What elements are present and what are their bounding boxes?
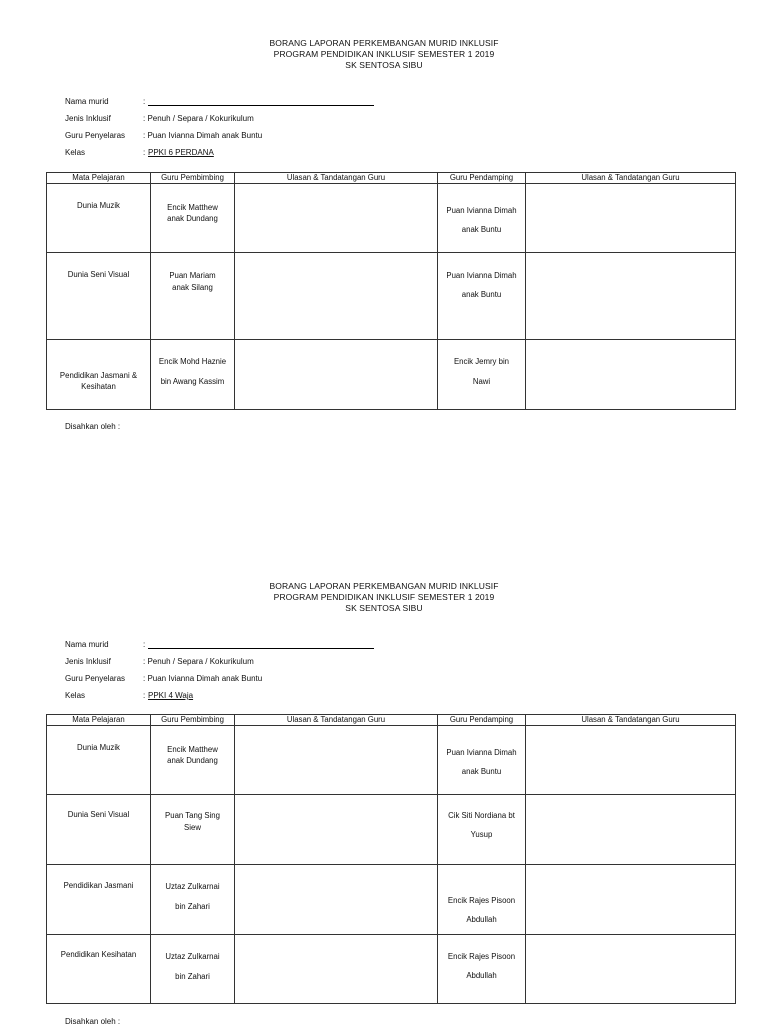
header-title: BORANG LAPORAN PERKEMBANGAN MURID INKLUSIF (269, 581, 499, 591)
ulasan-cell[interactable] (526, 726, 736, 795)
col-mata-pelajaran: Mata Pelajaran (47, 173, 151, 184)
table-header-row (47, 715, 736, 726)
kelas-value: PPKI 4 Waja (148, 691, 194, 700)
pembimbing-cell: Puan Mariam anak Silang (151, 253, 235, 340)
col-guru-pendamping: Guru Pendamping (438, 173, 526, 184)
ulasan-cell[interactable] (235, 184, 438, 253)
col-guru-pembimbing: Guru Pembimbing (151, 715, 235, 726)
pembimbing-cell: Uztaz Zulkarnai bin Zahari (151, 935, 235, 1004)
pendamping-cell: Puan Ivianna Dimah anak Buntu (438, 253, 526, 340)
guru-value: : Puan Ivianna Dimah anak Buntu (143, 131, 263, 140)
nama-blank-line[interactable] (148, 648, 374, 649)
header-title: BORANG LAPORAN PERKEMBANGAN MURID INKLUSIF (269, 38, 499, 48)
pendamping-cell: Encik Jemry bin Nawi (438, 340, 526, 410)
table-row (47, 865, 736, 935)
guru-label: Guru Penyelaras (65, 131, 126, 140)
col-ulasan-2: Ulasan & Tandatangan Guru (526, 715, 736, 726)
ulasan-cell[interactable] (526, 935, 736, 1004)
subject-cell: Pendidikan Kesihatan (47, 935, 151, 1004)
table-row (47, 253, 736, 340)
pendamping-cell: Puan Ivianna Dimah anak Buntu (438, 726, 526, 795)
pendamping-cell: Encik Rajes Pisoon Abdullah (438, 865, 526, 935)
pendamping-cell: Cik Siti Nordiana bt Yusup (438, 795, 526, 865)
form-header (0, 581, 768, 614)
header-school: SK SENTOSA SIBU (345, 60, 423, 70)
pendamping-cell: Encik Rajes Pisoon Abdullah (438, 935, 526, 1004)
table-row (47, 726, 736, 795)
col-guru-pendamping: Guru Pendamping (438, 715, 526, 726)
ulasan-cell[interactable] (526, 865, 736, 935)
guru-label: Guru Penyelaras (65, 674, 126, 683)
pembimbing-cell: Encik Mohd Haznie bin Awang Kassim (151, 340, 235, 410)
nama-label: Nama murid (65, 640, 109, 649)
ulasan-cell[interactable] (526, 795, 736, 865)
jenis-label: Jenis Inklusif (65, 114, 111, 123)
kelas-value: PPKI 6 PERDANA (148, 148, 214, 157)
ulasan-cell[interactable] (526, 340, 736, 410)
header-school: SK SENTOSA SIBU (345, 603, 423, 613)
jenis-value: : Penuh / Separa / Kokurikulum (143, 114, 254, 123)
subject-cell: Dunia Muzik (47, 726, 151, 795)
table-row (47, 795, 736, 865)
pendamping-cell: Puan Ivianna Dimah anak Buntu (438, 184, 526, 253)
pembimbing-cell: Uztaz Zulkarnai bin Zahari (151, 865, 235, 935)
ulasan-cell[interactable] (235, 726, 438, 795)
col-guru-pembimbing: Guru Pembimbing (151, 173, 235, 184)
pembimbing-cell: Encik Matthew anak Dundang (151, 726, 235, 795)
subject-cell: Pendidikan Jasmani & Kesihatan (47, 340, 151, 410)
ulasan-cell[interactable] (235, 865, 438, 935)
subject-cell: Dunia Seni Visual (47, 253, 151, 340)
col-mata-pelajaran: Mata Pelajaran (47, 715, 151, 726)
pembimbing-cell: Puan Tang Sing Siew (151, 795, 235, 865)
table-row (47, 184, 736, 253)
report-form-1: BORANG LAPORAN PERKEMBANGAN MURID INKLUSIF PROGRAM PENDIDIKAN INKLUSIF SEMESTER 1 2019 SK SENTOSA SIBU Nama murid : Jenis Inklusif : Penuh / Separa / Kokurikulum Guru Penyelaras : Puan Ivianna Dimah anak Buntu Kelas : PPKI 6 PERDANA Mata Pelajaran Guru Pembimbing Ulasan & Tandatangan Guru Guru Pendamping Ulasan & Tandatangan Guru Dunia Muzik Encik Matthew anak Dundang Puan Ivianna Dimah anak Buntu Dunia Seni Visual Puan Mariam anak Silang Puan Ivianna Dimah anak Buntu Pendidikan Jasmani & Kesihatan Encik Mohd Haznie bin Awang Kassim Encik Jemry bin Nawi Disahkan oleh : (0, 38, 768, 71)
col-ulasan-1: Ulasan & Tandatangan Guru (235, 715, 438, 726)
jenis-label: Jenis Inklusif (65, 657, 111, 666)
header-program: PROGRAM PENDIDIKAN INKLUSIF SEMESTER 1 2019 (273, 49, 495, 59)
ulasan-cell[interactable] (235, 795, 438, 865)
approved-by-label: Disahkan oleh : (65, 422, 121, 431)
table-row (47, 935, 736, 1004)
jenis-value: : Penuh / Separa / Kokurikulum (143, 657, 254, 666)
col-ulasan-2: Ulasan & Tandatangan Guru (526, 173, 736, 184)
table-row (47, 340, 736, 410)
approved-by-label: Disahkan oleh : (65, 1017, 121, 1026)
kelas-label: Kelas (65, 148, 86, 157)
ulasan-cell[interactable] (235, 340, 438, 410)
guru-value: : Puan Ivianna Dimah anak Buntu (143, 674, 263, 683)
subject-cell: Pendidikan Jasmani (47, 865, 151, 935)
nama-blank-line[interactable] (148, 105, 374, 106)
kelas-label: Kelas (65, 691, 86, 700)
ulasan-cell[interactable] (526, 253, 736, 340)
pembimbing-cell: Encik Matthew anak Dundang (151, 184, 235, 253)
form-header (0, 38, 768, 71)
col-ulasan-1: Ulasan & Tandatangan Guru (235, 173, 438, 184)
subject-cell: Dunia Seni Visual (47, 795, 151, 865)
table-header-row (47, 173, 736, 184)
ulasan-cell[interactable] (526, 184, 736, 253)
report-table (46, 714, 736, 1004)
nama-label: Nama murid (65, 97, 109, 106)
report-form-2: BORANG LAPORAN PERKEMBANGAN MURID INKLUSIF PROGRAM PENDIDIKAN INKLUSIF SEMESTER 1 2019 SK SENTOSA SIBU Nama murid : Jenis Inklusif : Penuh / Separa / Kokurikulum Guru Penyelaras : Puan Ivianna Dimah anak Buntu Kelas : PPKI 4 Waja Mata Pelajaran Guru Pembimbing Ulasan & Tandatangan Guru Guru Pendamping Ulasan & Tandatangan Guru Dunia Muzik Encik Matthew anak Dundang Puan Ivianna Dimah anak Buntu Dunia Seni Visual Puan Tang Sing Siew Cik Siti Nordiana bt Yusup Pendidikan Jasmani Uztaz Zulkarnai bin Zahari Encik Rajes Pisoon Abdullah Pendidikan Kesihatan Uztaz Zulkarnai bin Zahari Encik Rajes Pisoon Abdullah Disahkan oleh : (0, 581, 768, 614)
header-program: PROGRAM PENDIDIKAN INKLUSIF SEMESTER 1 2019 (273, 592, 495, 602)
ulasan-cell[interactable] (235, 935, 438, 1004)
report-table (46, 172, 736, 410)
subject-cell: Dunia Muzik (47, 184, 151, 253)
ulasan-cell[interactable] (235, 253, 438, 340)
